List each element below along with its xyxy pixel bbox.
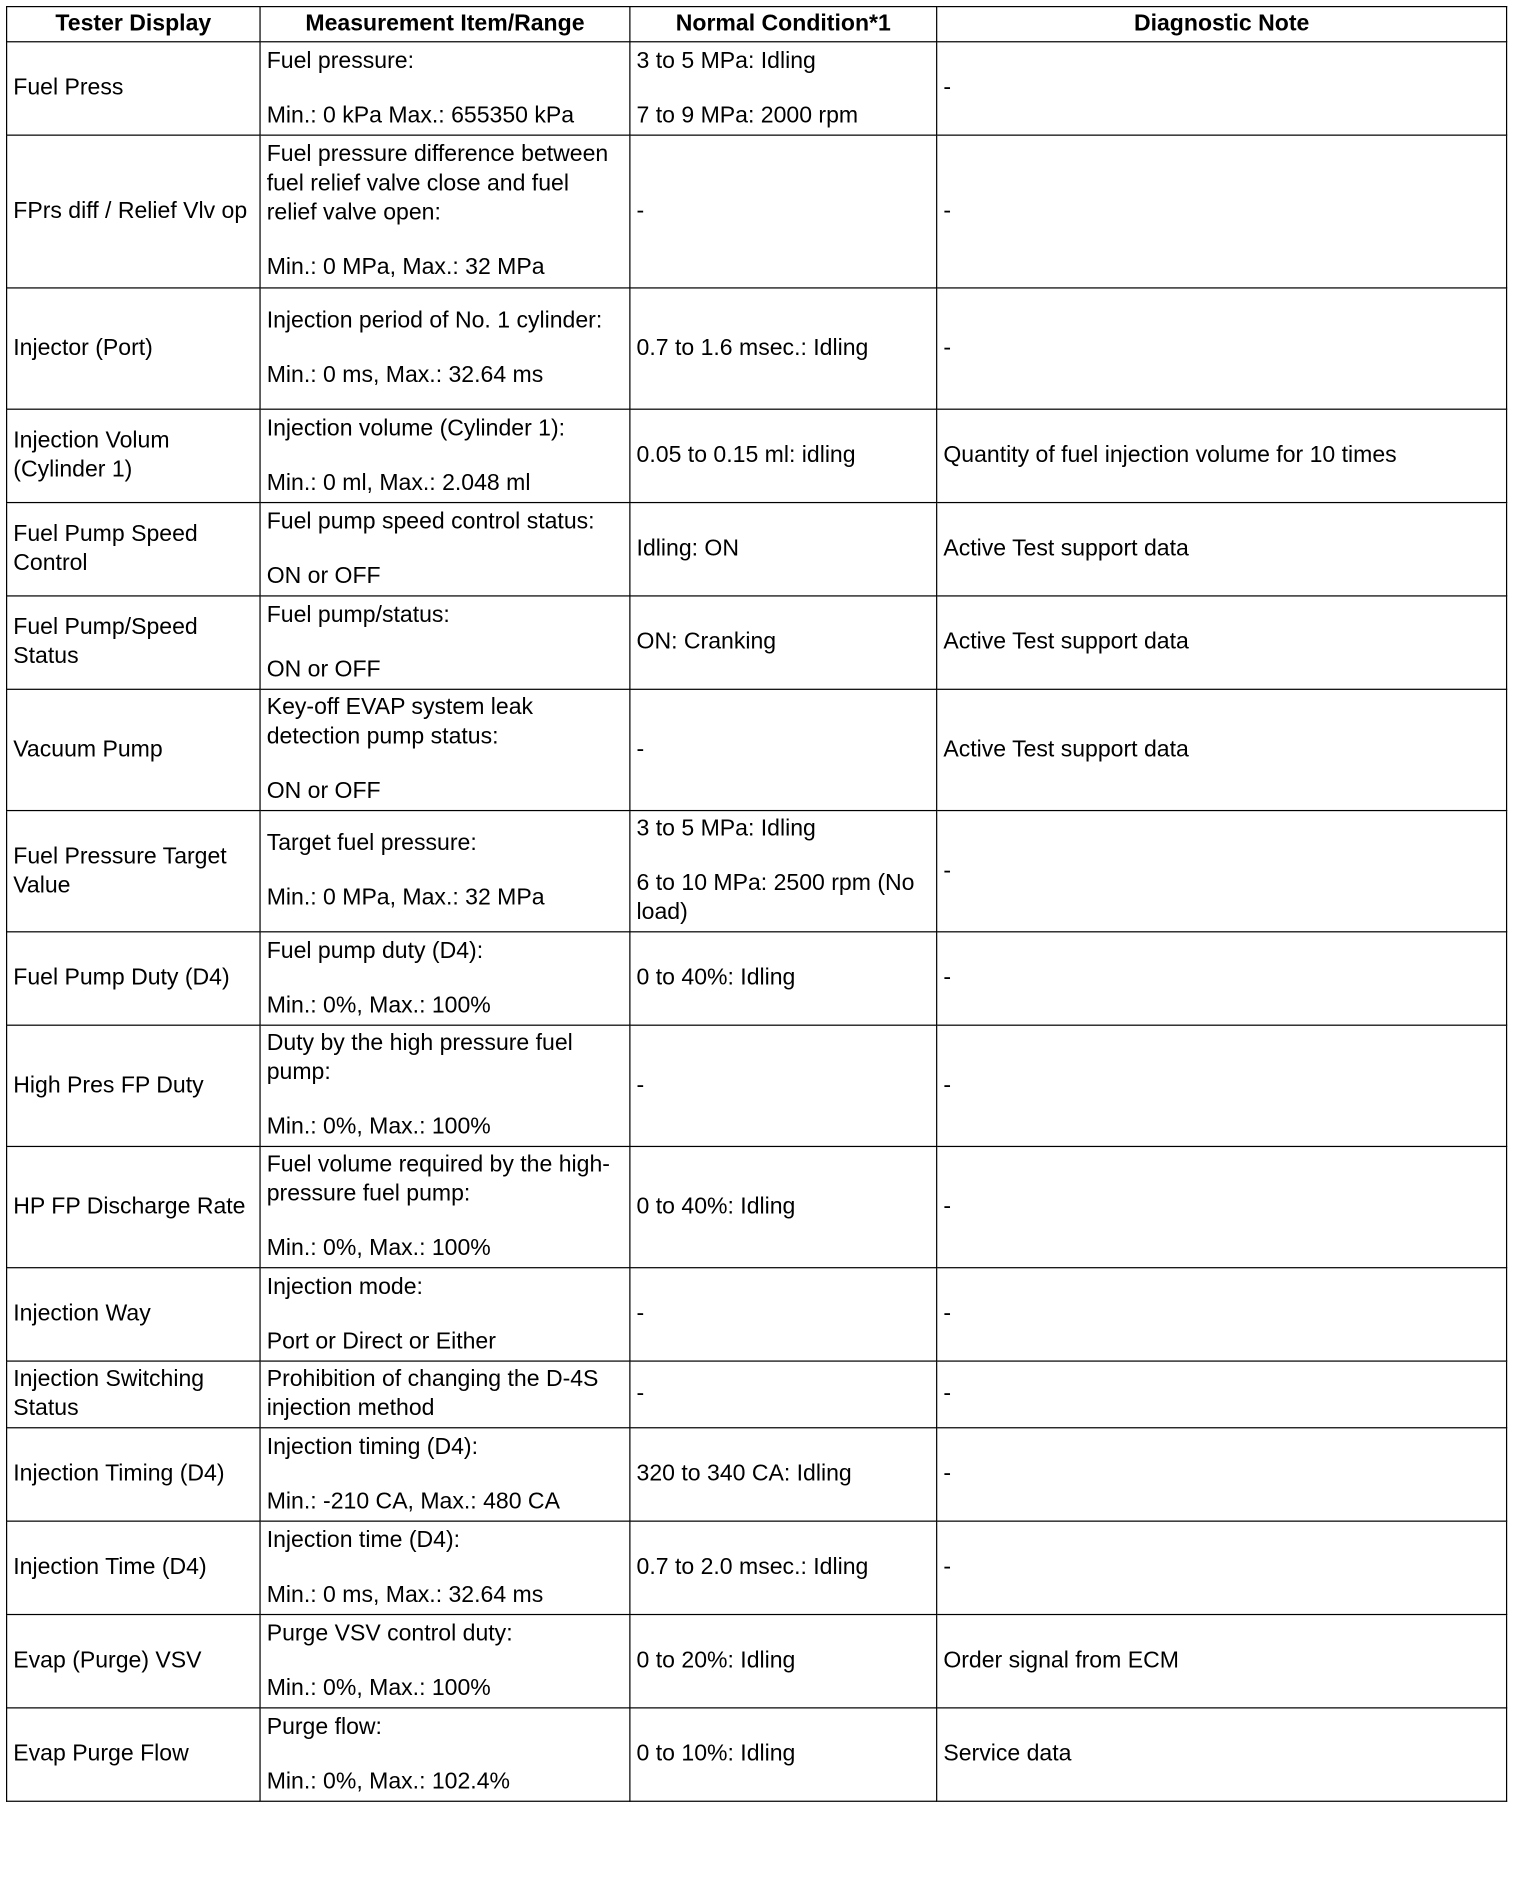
measurement-item-text: Injection mode: — [266, 1273, 423, 1300]
measurement-range-text: Min.: -210 CA, Max.: 480 CA — [266, 1488, 560, 1514]
header-row — [7, 7, 1507, 42]
tester-display-cell: Vacuum Pump — [7, 689, 260, 810]
normal-condition-line: 0 to 40%: Idling — [636, 1193, 796, 1220]
diagnostic-note-cell: - — [937, 1268, 1507, 1361]
measurement-range-text: Min.: 0%, Max.: 100% — [266, 992, 491, 1018]
normal-condition-cell — [630, 811, 937, 932]
tester-display-cell: Injection Time (D4) — [7, 1521, 260, 1614]
measurement-range-text: Min.: 0 ml, Max.: 2.048 ml — [266, 469, 531, 496]
normal-condition-cell — [630, 503, 937, 596]
diagnostic-note-cell: - — [937, 288, 1507, 409]
measurement-item-cell — [260, 1361, 630, 1428]
table-row — [7, 1025, 1507, 1146]
spacer — [267, 443, 624, 468]
measurement-range-text: Min.: 0%, Max.: 100% — [266, 1114, 491, 1140]
normal-condition-cell — [630, 1708, 937, 1801]
header-tester-display: Tester Display — [7, 7, 260, 42]
table-row — [7, 1615, 1507, 1708]
measurement-item-text: Injection period of No. 1 cylinder: — [266, 307, 603, 334]
measurement-range-text: Min.: 0 ms, Max.: 32.64 ms — [266, 1581, 544, 1608]
normal-condition-cell — [630, 1025, 937, 1146]
diagnostic-note-cell: Active Test support data — [937, 596, 1507, 689]
normal-condition-cell — [630, 1146, 937, 1267]
measurement-item-text: Purge flow: — [266, 1713, 382, 1740]
diagnostic-note-cell: - — [937, 1025, 1507, 1146]
spacer — [267, 228, 624, 253]
normal-condition-cell — [630, 1521, 937, 1614]
data-list-document — [6, 6, 1520, 1802]
measurement-item-cell — [260, 503, 630, 596]
measurement-range-text: ON or OFF — [266, 778, 381, 804]
spacer — [267, 752, 624, 777]
table-row — [7, 1146, 1507, 1267]
table-row — [7, 689, 1507, 810]
normal-condition-cell — [630, 689, 937, 810]
normal-condition-line: - — [636, 1381, 645, 1407]
measurement-item-cell — [260, 409, 630, 502]
normal-condition-line: 3 to 5 MPa: Idling — [636, 47, 816, 74]
measurement-item-text: Target fuel pressure: — [266, 830, 477, 857]
normal-condition-line: - — [636, 736, 645, 763]
normal-condition-line: ON: Cranking — [636, 629, 777, 655]
spacer — [267, 858, 624, 883]
measurement-item-cell — [260, 689, 630, 810]
table-row — [7, 596, 1507, 689]
tester-display-cell: Evap (Purge) VSV — [7, 1615, 260, 1708]
spacer — [637, 844, 930, 869]
spacer — [267, 1088, 624, 1113]
normal-condition-line: - — [636, 198, 645, 224]
measurement-item-cell — [260, 1521, 630, 1614]
measurement-range-text: ON or OFF — [266, 563, 381, 589]
tester-display-cell: Fuel Pump Speed Control — [7, 503, 260, 596]
measurement-item-text: Injection timing (D4): — [266, 1433, 478, 1460]
measurement-item-cell — [260, 1025, 630, 1146]
diagnostic-note-cell: - — [937, 1361, 1507, 1428]
measurement-item-text: Injection time (D4): — [266, 1527, 461, 1553]
measurement-item-text: Purge VSV control duty: — [266, 1620, 513, 1647]
measurement-item-cell — [260, 1708, 630, 1801]
spacer — [637, 76, 930, 101]
table-row — [7, 1268, 1507, 1361]
table-row — [7, 409, 1507, 502]
data-list-table — [6, 6, 1507, 1802]
table-row — [7, 42, 1507, 135]
table-row — [7, 1428, 1507, 1521]
measurement-item-cell — [260, 288, 630, 409]
tester-display-cell: High Pres FP Duty — [7, 1025, 260, 1146]
tester-display-cell: Injector (Port) — [7, 288, 260, 409]
spacer — [267, 1302, 624, 1327]
normal-condition-line: 0.7 to 1.6 msec.: Idling — [636, 335, 869, 361]
normal-condition-line: - — [636, 1072, 645, 1098]
measurement-item-cell — [260, 1428, 630, 1521]
measurement-item-cell — [260, 1615, 630, 1708]
normal-condition-cell — [630, 1268, 937, 1361]
normal-condition-cell — [630, 288, 937, 409]
measurement-item-cell — [260, 596, 630, 689]
normal-condition-line: 320 to 340 CA: Idling — [636, 1461, 852, 1487]
tester-display-cell: Injection Switching Status — [7, 1361, 260, 1428]
normal-condition-line: 3 to 5 MPa: Idling — [636, 816, 816, 842]
diagnostic-note-cell: - — [937, 42, 1507, 135]
measurement-item-cell — [260, 135, 630, 288]
measurement-range-text: Min.: 0 MPa, Max.: 32 MPa — [266, 254, 545, 281]
spacer — [267, 1555, 624, 1580]
tester-display-cell: HP FP Discharge Rate — [7, 1146, 260, 1267]
measurement-range-text: Min.: 0%, Max.: 102.4% — [266, 1768, 511, 1794]
table-row — [7, 1361, 1507, 1428]
spacer — [267, 1209, 624, 1234]
table-row — [7, 135, 1507, 288]
tester-display-cell: Fuel Pressure Target Value — [7, 811, 260, 932]
normal-condition-line: Idling: ON — [636, 535, 739, 562]
spacer — [267, 1742, 624, 1767]
tester-display-cell: Fuel Pump Duty (D4) — [7, 932, 260, 1025]
diagnostic-note-cell: - — [937, 1146, 1507, 1267]
table-row — [7, 811, 1507, 932]
measurement-item-text: Prohibition of changing the D-4S injection method — [266, 1366, 599, 1422]
spacer — [267, 336, 624, 361]
tester-display-cell: FPrs diff / Relief Vlv op — [7, 135, 260, 288]
measurement-item-text: Fuel pressure: — [266, 47, 414, 74]
tester-display-cell: Fuel Pump/Speed Status — [7, 596, 260, 689]
measurement-item-text: Fuel pressure difference between fuel relief valve close and fuel relief valve open: — [266, 141, 609, 226]
measurement-item-text: Duty by the high pressure fuel pump: — [266, 1030, 573, 1086]
header-diagnostic-note: Diagnostic Note — [937, 7, 1507, 42]
spacer — [267, 630, 624, 655]
spacer — [267, 966, 624, 991]
diagnostic-note-cell: - — [937, 1521, 1507, 1614]
diagnostic-note-cell: - — [937, 135, 1507, 288]
measurement-item-cell — [260, 811, 630, 932]
measurement-range-text: Port or Direct or Either — [266, 1328, 496, 1354]
measurement-range-text: Min.: 0 MPa, Max.: 32 MPa — [266, 885, 545, 911]
normal-condition-cell — [630, 42, 937, 135]
header-normal-condition: Normal Condition*1 — [630, 7, 937, 42]
measurement-item-text: Fuel pump duty (D4): — [266, 937, 484, 964]
spacer — [267, 1648, 624, 1673]
measurement-range-text: Min.: 0%, Max.: 100% — [266, 1235, 491, 1262]
diagnostic-note-cell: Active Test support data — [937, 503, 1507, 596]
spacer — [267, 1462, 624, 1487]
normal-condition-cell — [630, 1615, 937, 1708]
normal-condition-line: 6 to 10 MPa: 2500 rpm (No load) — [636, 870, 915, 926]
measurement-item-text: Fuel pump/status: — [266, 601, 450, 628]
normal-condition-cell — [630, 409, 937, 502]
table-row — [7, 1708, 1507, 1801]
normal-condition-cell — [630, 1361, 937, 1428]
diagnostic-note-cell: - — [937, 932, 1507, 1025]
measurement-item-text: Injection volume (Cylinder 1): — [266, 415, 566, 441]
normal-condition-cell — [630, 932, 937, 1025]
table-row — [7, 288, 1507, 409]
normal-condition-line: 0.05 to 0.15 ml: idling — [636, 442, 856, 469]
measurement-item-text: Key-off EVAP system leak detection pump status: — [266, 694, 534, 750]
normal-condition-line: 0 to 10%: Idling — [636, 1741, 796, 1767]
normal-condition-cell — [630, 596, 937, 689]
diagnostic-note-cell: Order signal from ECM — [937, 1615, 1507, 1708]
measurement-item-cell — [260, 42, 630, 135]
measurement-range-text: Min.: 0 ms, Max.: 32.64 ms — [266, 362, 544, 388]
normal-condition-line: 0.7 to 2.0 msec.: Idling — [636, 1554, 869, 1580]
tester-display-cell: Injection Timing (D4) — [7, 1428, 260, 1521]
measurement-range-text: Min.: 0%, Max.: 100% — [266, 1675, 491, 1701]
normal-condition-line: - — [636, 1301, 645, 1327]
measurement-item-cell — [260, 932, 630, 1025]
diagnostic-note-cell: - — [937, 811, 1507, 932]
diagnostic-note-cell: - — [937, 1428, 1507, 1521]
table-row — [7, 503, 1507, 596]
measurement-range-text: ON or OFF — [266, 656, 381, 683]
spacer — [267, 537, 624, 562]
tester-display-cell: Evap Purge Flow — [7, 1708, 260, 1801]
header-measurement-item: Measurement Item/Range — [260, 7, 630, 42]
normal-condition-line: 0 to 40%: Idling — [636, 965, 796, 991]
spacer — [267, 76, 624, 101]
tester-display-cell: Fuel Press — [7, 42, 260, 135]
measurement-range-text: Min.: 0 kPa Max.: 655350 kPa — [266, 102, 575, 128]
measurement-item-cell — [260, 1268, 630, 1361]
table-row — [7, 1521, 1507, 1614]
diagnostic-note-cell: Service data — [937, 1708, 1507, 1801]
diagnostic-note-cell: Quantity of fuel injection volume for 10 times — [937, 409, 1507, 502]
measurement-item-cell — [260, 1146, 630, 1267]
tester-display-cell: Injection Way — [7, 1268, 260, 1361]
table-row — [7, 932, 1507, 1025]
measurement-item-text: Fuel pump speed control status: — [266, 508, 595, 535]
normal-condition-cell — [630, 1428, 937, 1521]
diagnostic-note-cell: Active Test support data — [937, 689, 1507, 810]
normal-condition-cell — [630, 135, 937, 288]
tester-display-cell: Injection Volum (Cylinder 1) — [7, 409, 260, 502]
normal-condition-line: 7 to 9 MPa: 2000 rpm — [636, 102, 859, 128]
normal-condition-line: 0 to 20%: Idling — [636, 1647, 796, 1674]
measurement-item-text: Fuel volume required by the high-pressure fuel pump: — [266, 1151, 610, 1207]
